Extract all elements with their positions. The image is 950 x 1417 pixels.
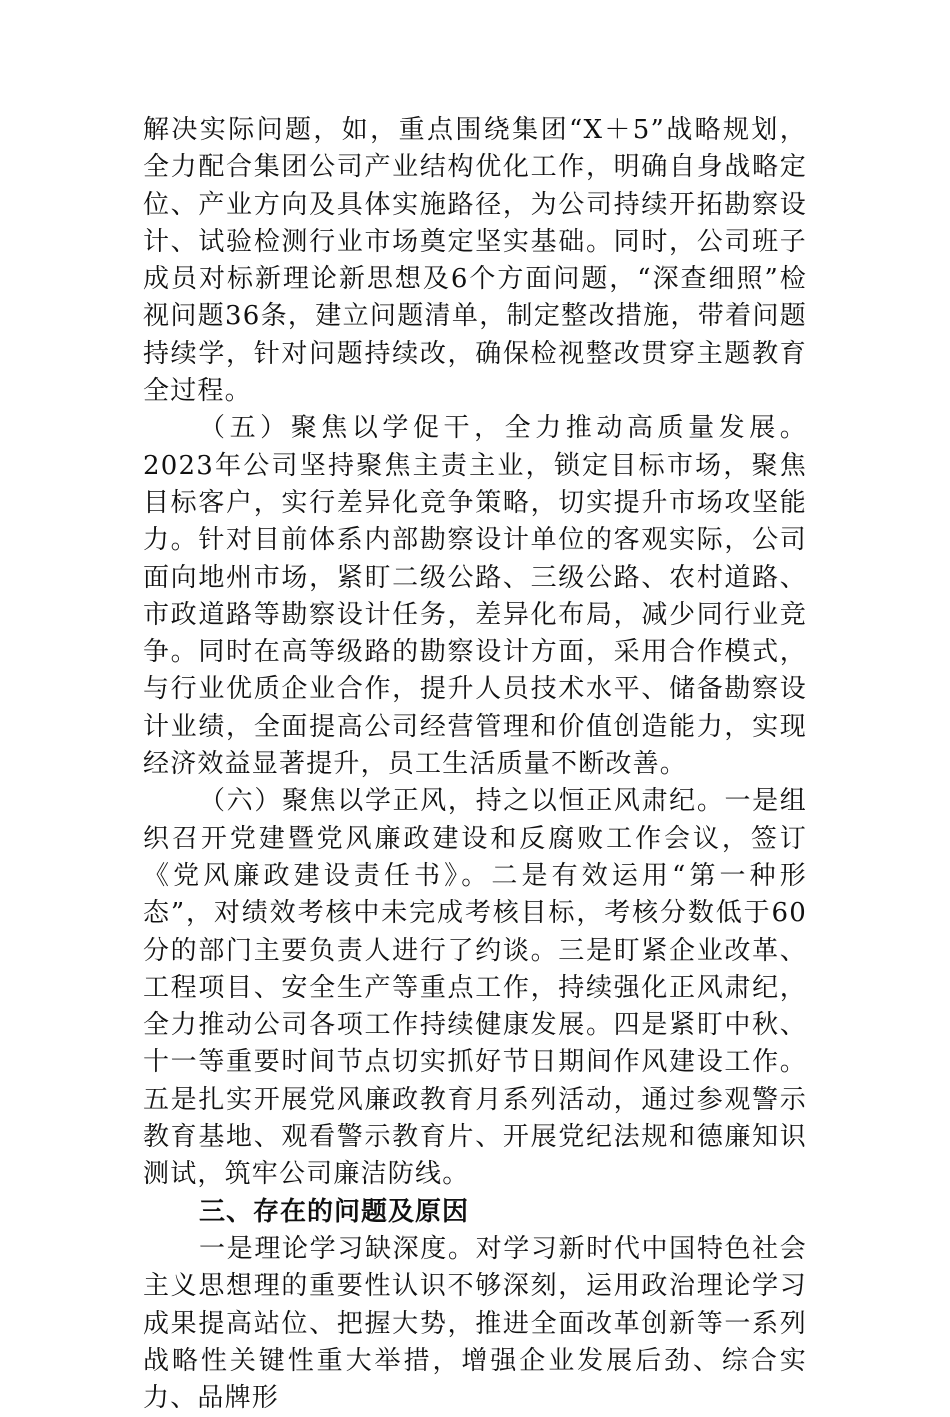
paragraph-continuation: 解决实际问题，如，重点围绕集团“X＋5”战略规划，全力配合集团公司产业结构优化工作，明确自身战略定位、产业方向及具体实施路径，为公司持续开拓勘察设计、试验检测行业市场奠定坚实基础。同时，公司班子成员对标新理论新思想及6个方面问题，“深查细照”检视问题36条，建立问题清单，制定整改措施，带着问题持续学，针对问题持续改，确保检视整改贯穿主题教育全过程。 [143, 115, 807, 407]
paragraph-section-six: （六）聚焦以学正风，持之以恒正风肃纪。一是组织召开党建暨党风廉政建设和反腐败工作会议，签订《党风廉政建设责任书》。二是有效运用“第一种形态”，对绩效考核中未完成考核目标，考核分数低于60分的部门主要负责人进行了约谈。三是盯紧企业改革、工程项目、安全生产等重点工作，持续强化正风肃纪，全力推动公司各项工作持续健康发展。四是紧盯中秋、十一等重要时间节点切实抓好节日期间作风建设工作。五是扎实开展党风廉政教育月系列活动，通过参观警示教育基地、观看警示教育片、开展党纪法规和德廉知识测试，筑牢公司廉洁防线。 [143, 786, 807, 1190]
section-heading-problems: 三、存在的问题及原因 [199, 1196, 470, 1227]
paragraph-section-five: （五）聚焦以学促干，全力推动高质量发展。2023年公司坚持聚焦主责主业，锁定目标市场，聚焦目标客户，实行差异化竞争策略，切实提升市场攻坚能力。针对目前体系内部勘察设计单位的客观实际，公司面向地州市场，紧盯二级公路、三级公路、农村道路、市政道路等勘察设计任务，差异化布局，减少同行业竞争。同时在高等级路的勘察设计方面，采用合作模式，与行业优质企业合作，提升人员技术水平、储备勘察设计业绩，全面提高公司经营管理和价值创造能力，实现经济效益显著提升，员工生活质量不断改善。 [143, 413, 807, 780]
paragraph-theory-study: 一是理论学习缺深度。对学习新时代中国特色社会主义思想理的重要性认识不够深刻，运用政治理论学习成果提高站位、把握大势，推进全面改革创新等一系列战略性关键性重大举措，增强企业发展后劲、综合实力、品牌形 [143, 1233, 807, 1414]
document-page [143, 112, 807, 1417]
